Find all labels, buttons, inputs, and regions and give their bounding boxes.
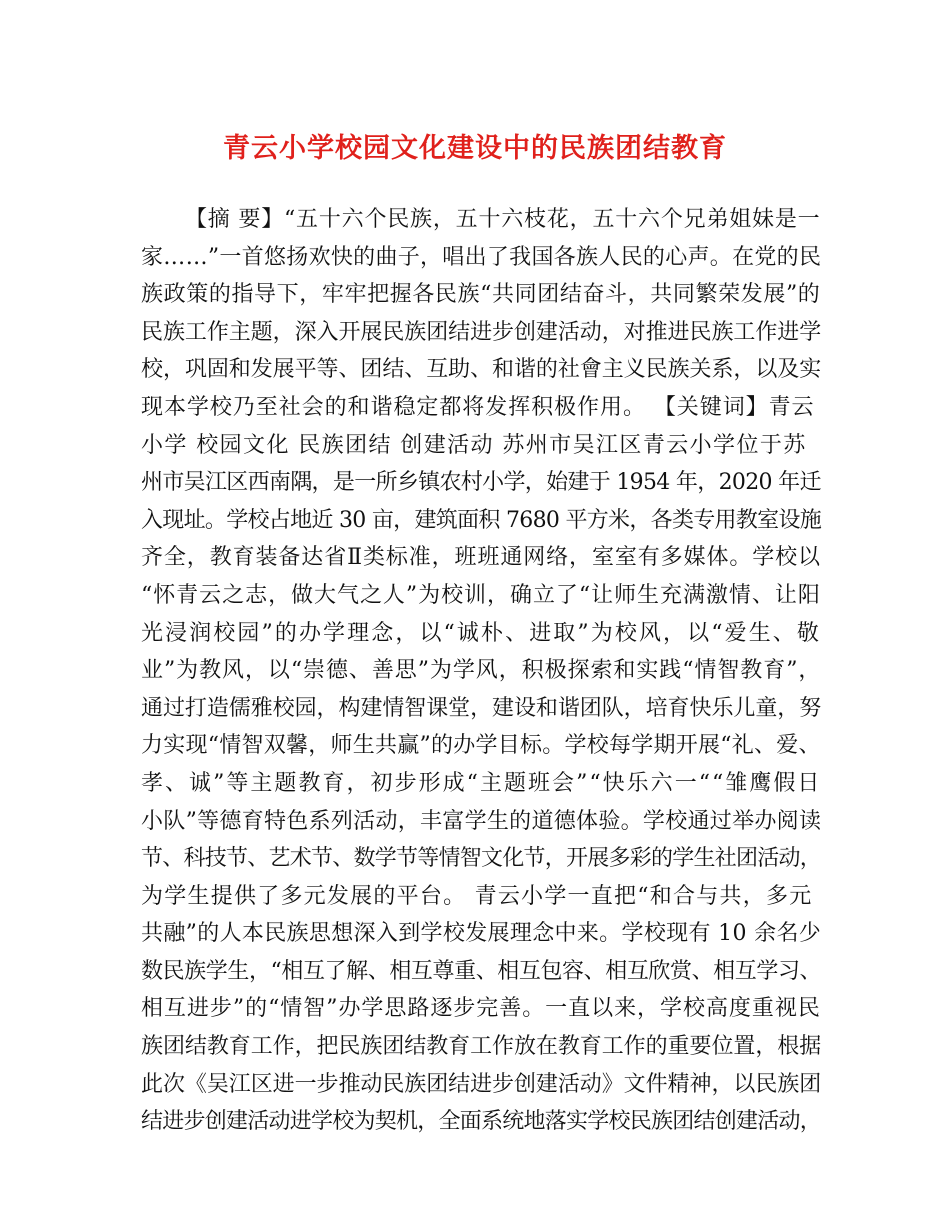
text-line: 相互进步”的“情智”办学思路逐步完善。一直以来，学校高度重视民 (141, 996, 821, 1022)
text-line: 光浸润校园”的办学理念，以“诚朴、进取”为校风，以“爱生、敬 (141, 620, 821, 646)
document-title: 青云小学校园文化建设中的民族团结教育 (223, 133, 727, 164)
text-line: 州市吴江区西南隅，是一所乡镇农村小学，始建于 1954 年，2020 年迁 (141, 470, 821, 496)
text-line: “怀青云之志，做大气之人”为校训，确立了“让师生充满激情、让阳 (141, 582, 821, 608)
text-line: 小队”等德育特色系列活动，丰富学生的道德体验。学校通过举办阅读 (141, 808, 822, 834)
text-line: 入现址。学校占地近 30 亩，建筑面积 7680 平方米，各类专用教室设施 (141, 507, 822, 533)
text-line: 孝、诚”等主题教育，初步形成“主题班会”“快乐六一““雏鹰假日 (141, 770, 822, 796)
text-line: 业”为教风，以“崇德、善思”为学风，积极探索和实践“情智教育”， (141, 658, 822, 684)
text-line: 民族工作主题，深入开展民族团结进步创建活动，对推进民族工作进学 (141, 319, 822, 345)
text-line: 校，巩固和发展平等、团结、互助、和谐的社會主义民族关系，以及实 (141, 357, 822, 383)
text-line: 小学 校园文化 民族团结 创建活动 苏州市吴江区青云小学位于苏 (141, 432, 807, 458)
text-line: 力实现“情智双馨，师生共赢”的办学目标。学校每学期开展“礼、爱、 (141, 733, 821, 759)
text-line: 【摘 要】“五十六个民族，五十六枝花，五十六个兄弟姐妹是一 (185, 207, 821, 232)
text-line: 节、科技节、艺术节、数学节等情智文化节，开展多彩的学生社团活动， (141, 846, 822, 872)
text-line: 齐全，教育装备达省Ⅱ类标准，班班通网络，室室有多媒体。学校以 (141, 545, 821, 571)
text-line: 结进步创建活动进学校为契机，全面系统地落实学校民族团结创建活动， (141, 1109, 822, 1135)
text-line: 现本学校乃至社会的和谐稳定都将发挥积极作用。 【关键词】青云 (141, 394, 815, 420)
text-line: 此次《吴江区进一步推动民族团结进步创建活动》文件精神，以民族团 (141, 1071, 822, 1097)
text-line: 通过打造儒雅校园，构建情智课堂，建设和谐团队，培育快乐儿童，努 (141, 695, 822, 721)
text-line: 族团结教育工作，把民族团结教育工作放在教育工作的重要位置，根据 (141, 1034, 822, 1060)
text-line: 族政策的指导下，牢牢把握各民族“共同团结奋斗，共同繁荣发展”的 (141, 282, 821, 308)
text-line: 家……”一首悠扬欢快的曲子，唱出了我国各族人民的心声。在党的民 (141, 244, 822, 270)
text-line: 数民族学生，“相互了解、相互尊重、相互包容、相互欣赏、相互学习、 (141, 958, 822, 984)
text-line: 共融”的人本民族思想深入到学校发展理念中来。学校现有 10 余名少 (141, 921, 822, 947)
text-line: 为学生提供了多元发展的平台。 青云小学一直把“和合与共，多元 (141, 883, 813, 909)
document-body (141, 201, 821, 1141)
